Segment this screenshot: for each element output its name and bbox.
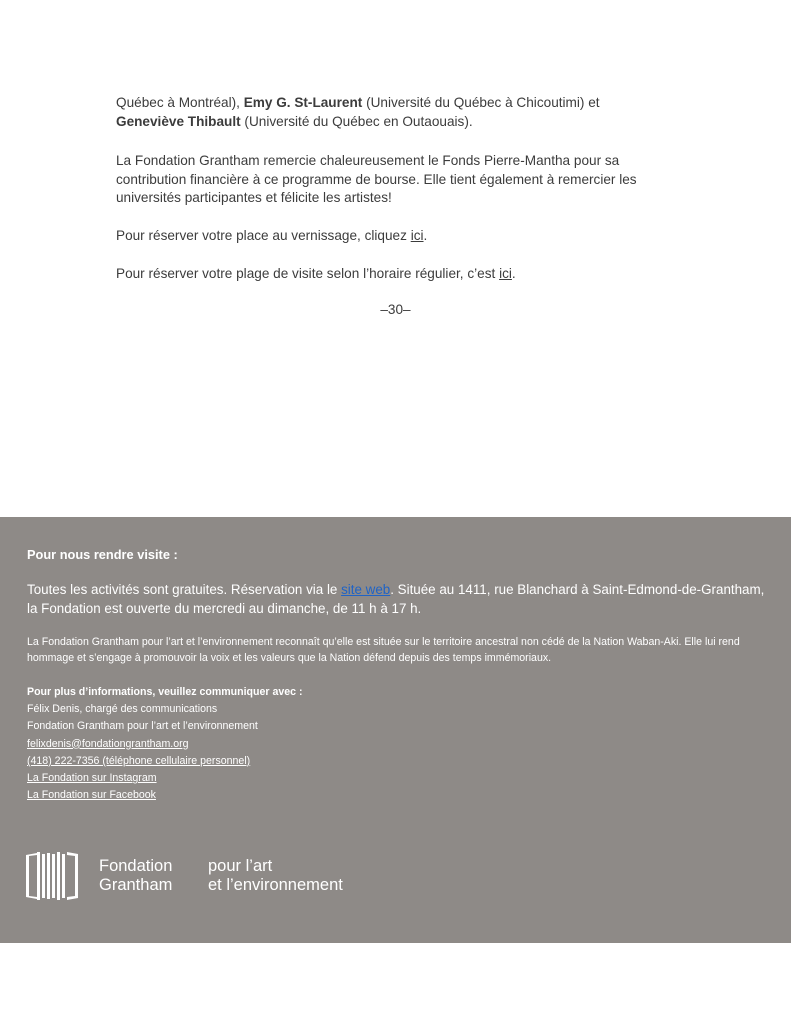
visit-link[interactable]: ici: [499, 266, 512, 281]
logo-line-grantham: Grantham: [99, 876, 173, 894]
footer-visit-text2: . Située au 1411, rue Blanchard à Saint-Edmond-de-Grantham, la Fondation est ouverte du mercredi au dimanche, de 11 h à 17 h.: [27, 582, 765, 616]
footer-heading: Pour nous rendre visite :: [27, 547, 178, 562]
instagram-link[interactable]: La Fondation sur Instagram: [27, 772, 157, 785]
p1-text1: Québec à Montréal),: [116, 95, 244, 110]
paragraph-artists: [116, 94, 686, 131]
p1-artist-name-1: Emy G. St-Laurent: [243, 95, 363, 110]
p3-text: Pour réserver votre place au vernissage, cliquez: [116, 228, 411, 243]
footer-visit-info: [27, 580, 767, 618]
contact-phone-link[interactable]: (418) 222-7356 (téléphone cellulaire personnel): [27, 754, 251, 767]
logo-wordmark: [99, 857, 172, 895]
vernissage-link[interactable]: ici: [410, 228, 424, 243]
logo-line-fondation: Fondation: [99, 857, 173, 875]
logo-line-environnement: et l’environnement: [208, 876, 343, 894]
logo-line-pour-lart: pour l’art: [208, 857, 273, 875]
land-acknowledgement: La Fondation Grantham pour l’art et l’environnement reconnaît qu’elle est située sur le territoire ancestral non cédé de la Nation Waban-Aki. Elle lui rend hommage et s’engage à promouvoir la voix et les valeurs que la Nation défend depuis des temps immémoriaux.: [27, 636, 740, 664]
paragraph-visit: [116, 265, 686, 284]
contact-org: Fondation Grantham pour l’art et l’environnement: [27, 720, 258, 733]
contact-email-link[interactable]: felixdenis@fondationgrantham.org: [27, 737, 189, 750]
p1-artist-name-2: Geneviève Thibault: [116, 113, 241, 129]
end-mark: –30–: [380, 302, 411, 317]
logo-mark-icon: [25, 849, 79, 903]
footer-visit-text1: Toutes les activités sont gratuites. Réservation via le: [27, 582, 342, 597]
p4-text: Pour réserver votre plage de visite selon l’horaire régulier, c’est: [116, 266, 500, 281]
p1-text2: (Université du Québec à Chicoutimi) et: [362, 95, 600, 110]
contact-heading: Pour plus d’informations, veuillez communiquer avec :: [27, 686, 303, 698]
contact-name: Félix Denis, chargé des communications: [27, 703, 218, 716]
facebook-link[interactable]: La Fondation sur Facebook: [27, 789, 156, 802]
footer-panel: [0, 517, 791, 943]
p3-end: .: [423, 228, 428, 243]
p4-end: .: [511, 266, 516, 281]
fondation-logo: [25, 847, 370, 907]
paragraph-vernissage: [116, 227, 686, 246]
website-link[interactable]: site web: [341, 582, 391, 597]
paragraph-thanks: [116, 152, 686, 208]
p1-text3: (Université du Québec en Outaouais).: [240, 113, 473, 129]
contact-block: [27, 684, 303, 804]
p2-text: La Fondation Grantham remercie chaleureusement le Fonds Pierre-Mantha pour sa contribution financière à ce programme de bourse. Elle tient également à remercier les universités participantes et félicite les artistes!: [116, 153, 637, 205]
logo-tagline: [208, 857, 343, 895]
